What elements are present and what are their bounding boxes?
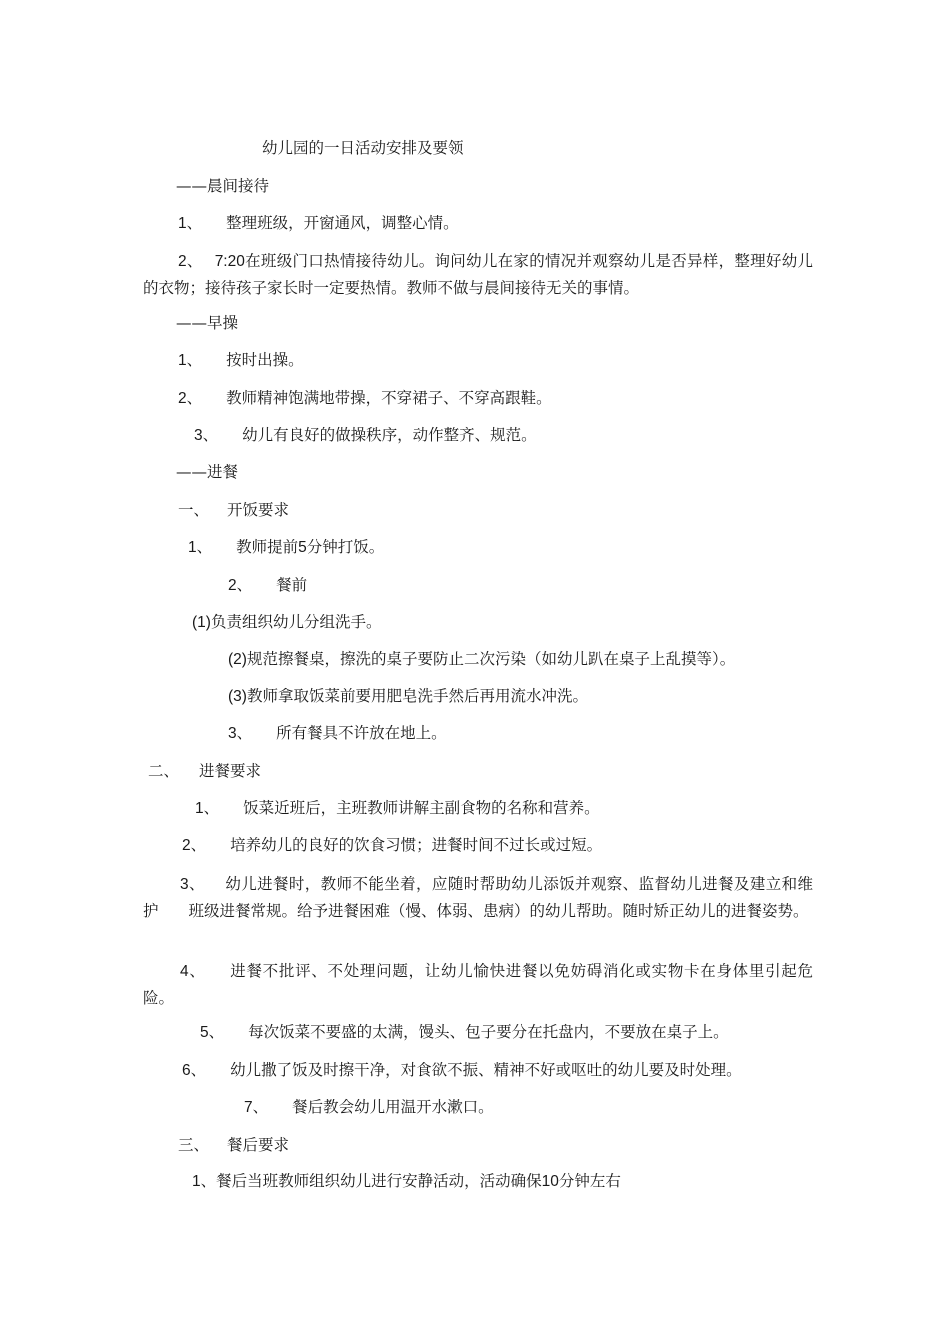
meal-part-2-item-7: 7、 餐后教会幼儿用温开水漱口。 — [244, 1098, 494, 1116]
meal-part-2-item-4: 4、 进餐不批评、不处理问题，让幼儿愉快进餐以免妨碍消化或实物卡在身体里引起危险。 — [143, 962, 813, 1007]
meal-part-2-item-6: 6、 幼儿撒了饭及时擦干净，对食欲不振、精神不好或呕吐的幼儿要及时处理。 — [182, 1061, 742, 1079]
exercise-item-1: 1、 按时出操。 — [178, 351, 304, 369]
meal-part-1-sub-1: (1)负责组织幼儿分组洗手。 — [192, 613, 382, 631]
exercise-item-3: 3、 幼儿有良好的做操秩序，动作整齐、规范。 — [194, 426, 537, 444]
exercise-item-2: 2、 教师精神饱满地带操，不穿裙子、不穿高跟鞋。 — [178, 389, 552, 407]
section-heading-morning: ——晨间接待 — [176, 177, 270, 195]
section-heading-meal: ——进餐 — [176, 463, 239, 481]
meal-part-1-sub-2: (2)规范擦餐桌，擦洗的桌子要防止二次污染（如幼儿趴在桌子上乱摸等）。 — [228, 650, 736, 668]
meal-part-2-heading: 二、 进餐要求 — [148, 762, 262, 780]
document-title: 幼儿园的一日活动安排及要领 — [262, 139, 464, 157]
meal-part-1-sub-3: (3)教师拿取饭菜前要用肥皂洗手然后再用流水冲洗。 — [228, 687, 588, 705]
meal-part-1-item-3: 3、 所有餐具不许放在地上。 — [228, 724, 447, 742]
meal-part-1-item-2: 2、 餐前 — [228, 576, 308, 594]
meal-part-2-item-3: 3、 幼儿进餐时，教师不能坐着，应随时帮助幼儿添饭并观察、监督幼儿进餐及建立和维护 班级进餐常规。给予进餐困难（慢、体弱、患病）的幼儿帮助。随时矫正幼儿的进餐姿势。 — [143, 875, 813, 920]
meal-part-2-item-1: 1、 饭菜近班后，主班教师讲解主副食物的名称和营养。 — [195, 799, 600, 817]
meal-part-3-heading: 三、 餐后要求 — [178, 1136, 290, 1154]
meal-part-2-item-2: 2、 培养幼儿的良好的饮食习惯；进餐时间不过长或过短。 — [182, 836, 603, 854]
meal-part-1-item-1: 1、 教师提前5分钟打饭。 — [188, 538, 385, 556]
section-heading-exercise: ——早操 — [176, 314, 239, 332]
morning-item-1: 1、 整理班级，开窗通风，调整心情。 — [178, 214, 459, 232]
meal-part-2-item-5: 5、 每次饭菜不要盛的太满，馒头、包子要分在托盘内，不要放在桌子上。 — [200, 1023, 729, 1041]
meal-part-3-item-1: 1、餐后当班教师组织幼儿进行安静活动，活动确保10分钟左右 — [192, 1172, 621, 1190]
meal-part-1-heading: 一、 开饭要求 — [178, 501, 290, 519]
morning-item-2: 2、 7:20在班级门口热情接待幼儿。询问幼儿在家的情况并观察幼儿是否异样，整理好幼儿的衣物；接待孩子家长时一定要热情。教师不做与晨间接待无关的事情。 — [143, 252, 813, 297]
